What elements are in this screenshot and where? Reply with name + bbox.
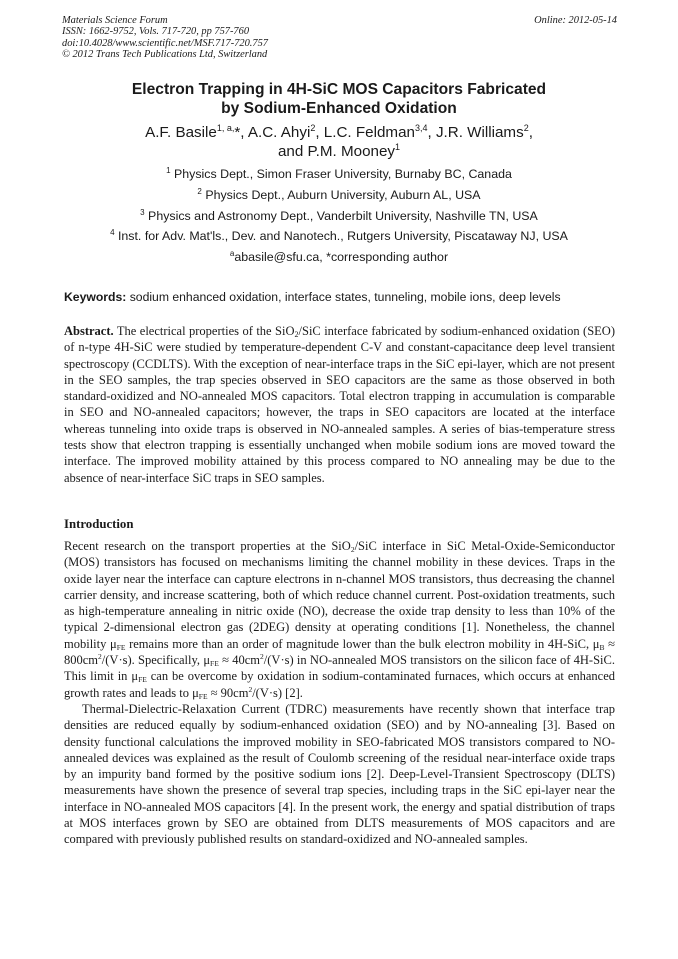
affiliation-list [64, 166, 614, 270]
author-separator: , [528, 124, 533, 141]
author-affil-mark: 2 [310, 123, 316, 133]
keywords-text: sodium enhanced oxidation, interface states, tunneling, mobile ions, deep levels [126, 290, 561, 304]
author-affil-mark: 1 [395, 142, 401, 152]
author-list [64, 123, 614, 161]
text-run: ≈ 90cm [207, 685, 249, 700]
affiliation-mark: 3 [140, 207, 145, 217]
corresponding-mark: * [234, 124, 241, 141]
author-line-2 [64, 142, 614, 161]
text-run: /(V·s). Specifically, μ [101, 653, 211, 668]
section-heading-introduction: Introduction [64, 517, 134, 531]
text-run: /(V·s) in NO-annealed MOS transistors on the silicon face of 4H-SiC. This limit in μ [64, 653, 615, 684]
superscript: 2 [98, 652, 102, 662]
introduction-body [64, 538, 615, 848]
affiliation-mark: 1 [166, 166, 171, 175]
affiliation-text: Physics Dept., Simon Fraser University, Burnaby BC, Canada [170, 167, 512, 181]
superscript: 2 [260, 652, 264, 662]
text-run: remains more than an order of magnitude lower than the bulk electron mobility in 4H-SiC, μ [125, 636, 600, 651]
author-separator: , [427, 124, 436, 141]
email-line [64, 249, 614, 270]
text-run: ≈ 800cm [64, 636, 615, 668]
keywords-label: Keywords: [64, 290, 127, 304]
author-separator: , [315, 124, 324, 141]
affiliation-text: Physics and Astronomy Dept., Vanderbilt University, Nashville TN, USA [144, 208, 538, 223]
affiliation-text: Inst. for Adv. Mat'ls., Dev. and Nanotech., Rutgers University, Piscataway NJ, USA [114, 229, 568, 244]
author-separator: , [240, 124, 248, 141]
author-affil-mark: 3,4 [414, 123, 428, 133]
title-line-2: by Sodium-Enhanced Oxidation [221, 100, 457, 117]
text-run: ≈ 40cm [218, 653, 261, 668]
affiliation [64, 187, 614, 208]
subscript: FE [198, 691, 208, 701]
superscript: 2 [248, 684, 253, 694]
abstract-text: /SiC interface fabricated by sodium-enhanced oxidation (SEO) of n-type 4H-SiC were studied by temperature-dependent C-V and constant-capacitance deep level transient spectroscopy (CCDLTS). With the exception of near-interface traps in the SiC epi-layer, which are not present in the SEO samples, the trap species observed in SEO capacitors are the same as those observed in both standard-oxidized and NO-annealed MOS capacitors. Total electron trapping in accumulation is comparable in SEO and NO-annealed capacitors; however, the traps in SEO capacitors are located at the interface whereas tunneling into oxide traps is observed in NO-annealed samples. A series of bias-temperature stress tests show that electron trapping is essentially unchanged when mobile sodium ions are moved toward the interface. The improved mobility attained by this process compared to NO annealing may be due to the absence of near-interface SiC traps in SEO samples. [64, 324, 616, 485]
text-run: /(V·s) [2]. [252, 685, 303, 700]
author-name: A.F. Basile [145, 124, 217, 141]
subscript: 2 [350, 545, 355, 554]
affiliation-text: Physics Dept., Auburn University, Auburn AL, USA [201, 187, 481, 202]
subscript: FE [116, 642, 126, 652]
affiliation-mark: a [229, 249, 235, 259]
journal-doi: doi:10.4028/www.scientific.net/MSF.717-720.757 [62, 37, 268, 49]
abstract [64, 323, 615, 486]
author-affil-mark: 2 [523, 123, 529, 133]
author-name: J.R. Williams [435, 124, 524, 141]
subscript: FE [210, 659, 219, 669]
journal-header [62, 15, 617, 61]
text-run: Recent research on the transport properties at the SiO [64, 539, 351, 553]
journal-name: Materials Science Forum [62, 15, 168, 26]
author-name: A.C. Ahyi [247, 124, 311, 141]
paragraph: Thermal-Dielectric-Relaxation Current (TDRC) measurements have recently shown that interface trap densities are reduced equally by sodium-enhanced oxidation (SEO) and by NO-annealing [3]. Based on density functional calculations the improved mobility in SEO-fabricated MOS transistors compared to NO-annealed devices was explained as the result of Coulomb screening of the residual near-interface oxide traps by an impurity band formed by the positive sodium ions [2]. Deep-Level-Transient Spectroscopy (DLTS) measurements have shown the presence of several trap species, including traps in the SiC epi-layer near the interface in NO-annealed MOS capacitors [4]. In the present work, the energy and spatial distribution of traps at MOS interfaces grown by SEO are obtained from DLTS measurements of MOS capacitors and are compared with previously published results on standard-oxidized and NO-annealed samples. [64, 701, 615, 847]
email-text: abasile@sfu.ca, *corresponding author [234, 250, 449, 265]
keywords [64, 290, 619, 305]
subscript: FE [138, 675, 147, 685]
author-affil-mark: 1, a, [216, 123, 235, 133]
subscript: 2 [294, 330, 299, 339]
journal-copyright: © 2012 Trans Tech Publications Ltd, Switzerland [62, 49, 268, 61]
abstract-text: The electrical properties of the SiO [113, 324, 295, 338]
author-name: P.M. Mooney [307, 143, 396, 160]
paper-title [64, 80, 614, 118]
text-run: can be overcome by oxidation in sodium-contaminated furnaces, which occurs at enhanced growth rates and leads to μ [64, 669, 616, 700]
author-name: L.C. Feldman [323, 124, 415, 141]
title-line-1: Electron Trapping in 4H-SiC MOS Capacitors Fabricated [131, 81, 547, 98]
affiliation-mark: 4 [110, 228, 115, 238]
affiliation [64, 208, 614, 229]
subscript: B [599, 642, 605, 652]
author-conjunction: and [277, 143, 308, 160]
abstract-label: Abstract. [64, 324, 114, 338]
text-run: /SiC interface in SiC Metal-Oxide-Semiconductor (MOS) transistors has focused on mechanisms limiting the channel mobility in these devices. Traps in the oxide layer near the interface can capture electrons in n-channel MOS transistors, thus decreasing the channel carrier density, and increase scattering, both of which reduce channel current. Post-oxidation treatments, such as high-temperature annealing in nitric oxide (NO), decrease the oxide trap density to less than 10% of the typical 2-dimensional electron gas (2DEG) density at operating conditions [1]. Nonetheless, the channel mobility μ [64, 539, 615, 651]
journal-issn: ISSN: 1662-9752, Vols. 717-720, pp 757-760 [62, 26, 250, 38]
online-date: Online: 2012-05-14 [534, 15, 617, 26]
paragraph [64, 538, 615, 701]
author-line-1 [64, 123, 614, 142]
affiliation [64, 166, 614, 187]
affiliation-mark: 2 [197, 186, 202, 196]
affiliation [64, 228, 614, 249]
